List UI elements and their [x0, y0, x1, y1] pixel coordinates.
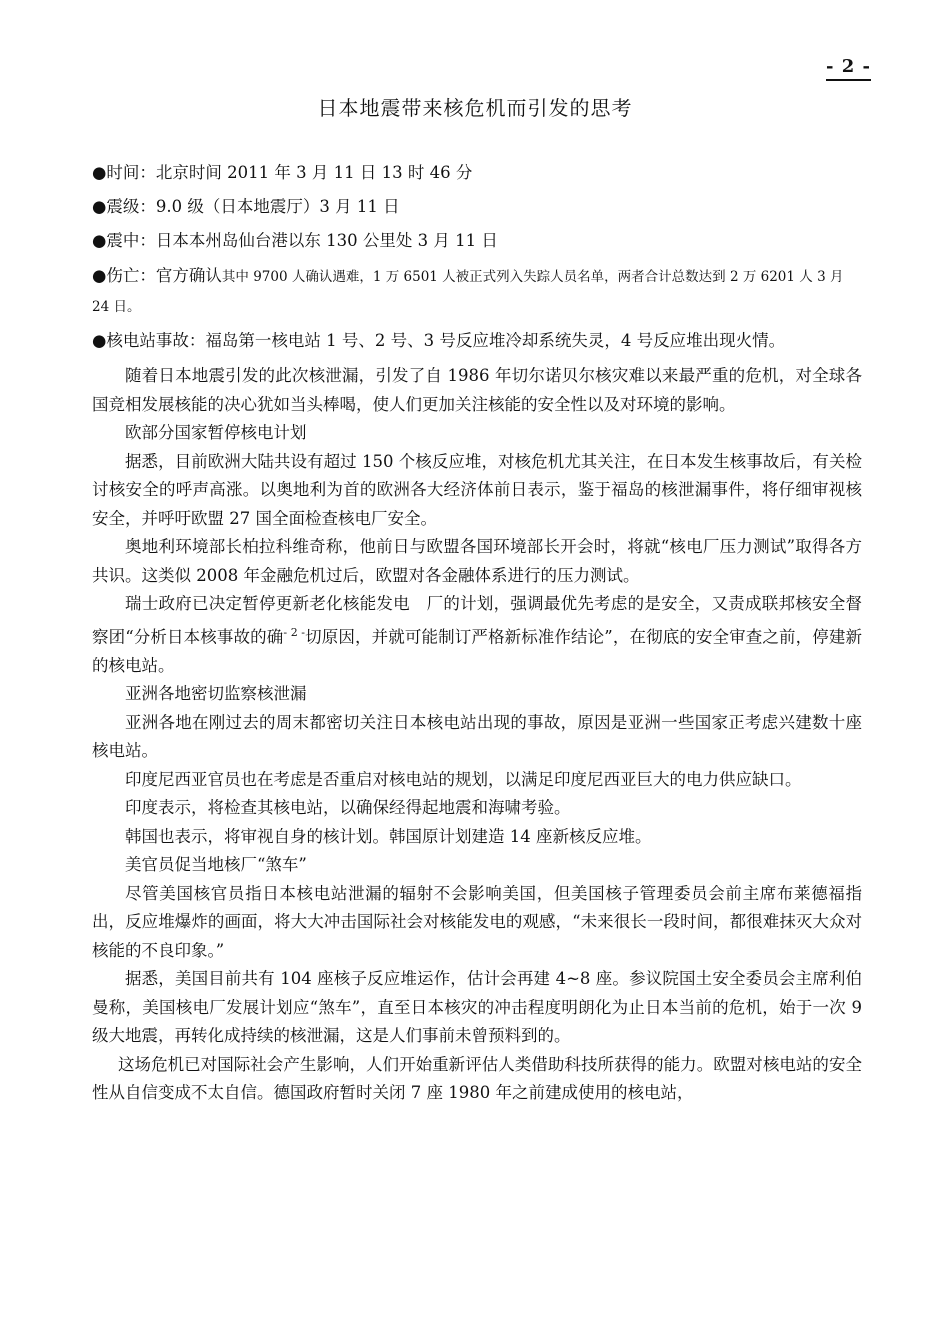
asia-paragraph-4: 韩国也表示，将审视自身的核计划。韩国原计划建造 14 座新核反应堆。: [125, 826, 652, 846]
swiss-text-b: 切原因，并就可能制订严格新标准作结论”，在彻底的安全审查之前，停建新的核电站。: [92, 627, 862, 675]
page-title: 日本地震带来核危机而引发的思考: [317, 96, 633, 120]
section-heading-asia: 亚洲各地密切监察核泄漏: [125, 684, 307, 703]
section-heading-us: 美官员促当地核厂“煞车”: [125, 855, 307, 874]
bullet-epicenter: ●震中：日本本州岛仙台港以东 130 公里处 3 月 11 日: [92, 231, 498, 250]
europe-paragraph-1: 据悉，目前欧洲大陆共设有超过 150 个核反应堆，对核危机尤其关注，在日本发生核事故后，有关检讨核安全的呼声高涨。以奥地利为首的欧洲各大经济体前日表示，鉴于福岛的核泄漏事件，将仔细审视核安全，并呼吁欧盟 27 国全面检查核电厂安全。: [92, 451, 862, 528]
inline-page-mark: - 2 -: [283, 625, 306, 639]
asia-paragraph-2: 印度尼西亚官员也在考虑是否重启对核电站的规划，以满足印度尼西亚巨大的电力供应缺口。: [125, 769, 802, 789]
page-number: - 2 -: [826, 56, 871, 81]
casualty-detail: 其中 9700 人确认遇难，1 万 6501 人被正式列入失踪人员名单，两者合计总数达到 2 万 6201 人 3 月 24 日。: [92, 269, 844, 315]
europe-paragraph-2: 奥地利环境部长柏拉科维奇称，他前日与欧盟各国环境部长开会时，将就“核电厂压力测试”取得各方共识。这类似 2008 年金融危机过后，欧盟对各金融体系进行的压力测试。: [92, 537, 862, 585]
swiss-paragraph: [92, 590, 862, 680]
bullet-nuclear-accident: ●核电站事故：福岛第一核电站 1 号、2 号、3 号反应堆冷却系统失灵，4 号反应堆出现火情。: [92, 331, 786, 350]
asia-paragraph-1: 亚洲各地在刚过去的周末都密切关注日本核电站出现的事故，原因是亚洲一些国家正考虑兴建数十座核电站。: [92, 712, 862, 760]
swiss-text-a: 瑞士政府已决定暂停更新老化核能发电 厂的计划，强调最优先考虑的是安全，又责成联邦核安全督察团“分析日本核事故的确: [92, 594, 862, 646]
bullet-time: ●时间：北京时间 2011 年 3 月 11 日 13 时 46 分: [92, 163, 473, 182]
us-paragraph-2: 据悉，美国目前共有 104 座核子反应堆运作，估计会再建 4~8 座。参议院国土安全委员会主席利伯曼称，美国核电厂发展计划应“煞车”，直至日本核灾的冲击程度明朗化为止日本当前的危机，始于一次 9 级大地震，再转化成持续的核泄漏，这是人们事前未曾预料到的。: [92, 969, 862, 1045]
bullet-magnitude: ●震级：9.0 级（日本地震厅）3 月 11 日: [92, 197, 400, 216]
asia-paragraph-3: 印度表示，将检查其核电站，以确保经得起地震和海啸考验。: [125, 798, 571, 817]
section-heading-europe: 欧部分国家暂停核电计划: [125, 423, 307, 442]
casualty-lead: ●伤亡：官方确认: [92, 266, 222, 285]
document-body: [92, 160, 862, 1108]
intro-paragraph: 随着日本地震引发的此次核泄漏，引发了自 1986 年切尔诺贝尔核灾难以来最严重的危机，对全球各国竞相发展核能的决心犹如当头棒喝，使人们更加关注核能的安全性以及对环境的影响。: [92, 366, 862, 414]
bullet-casualty: [92, 262, 862, 322]
closing-paragraph: 这场危机已对国际社会产生影响，人们开始重新评估人类借助科技所获得的能力。欧盟对核电站的安全性从自信变成不太自信。德国政府暂时关闭 7 座 1980 年之前建成使用的核电站，: [92, 1054, 862, 1102]
us-paragraph-1: 尽管美国核官员指日本核电站泄漏的辐射不会影响美国，但美国核子管理委员会前主席布莱德福指出，反应堆爆炸的画面，将大大冲击国际社会对核能发电的观感，“未来很长一段时间，都很难抹灭大众对核能的不良印象。”: [92, 883, 862, 960]
